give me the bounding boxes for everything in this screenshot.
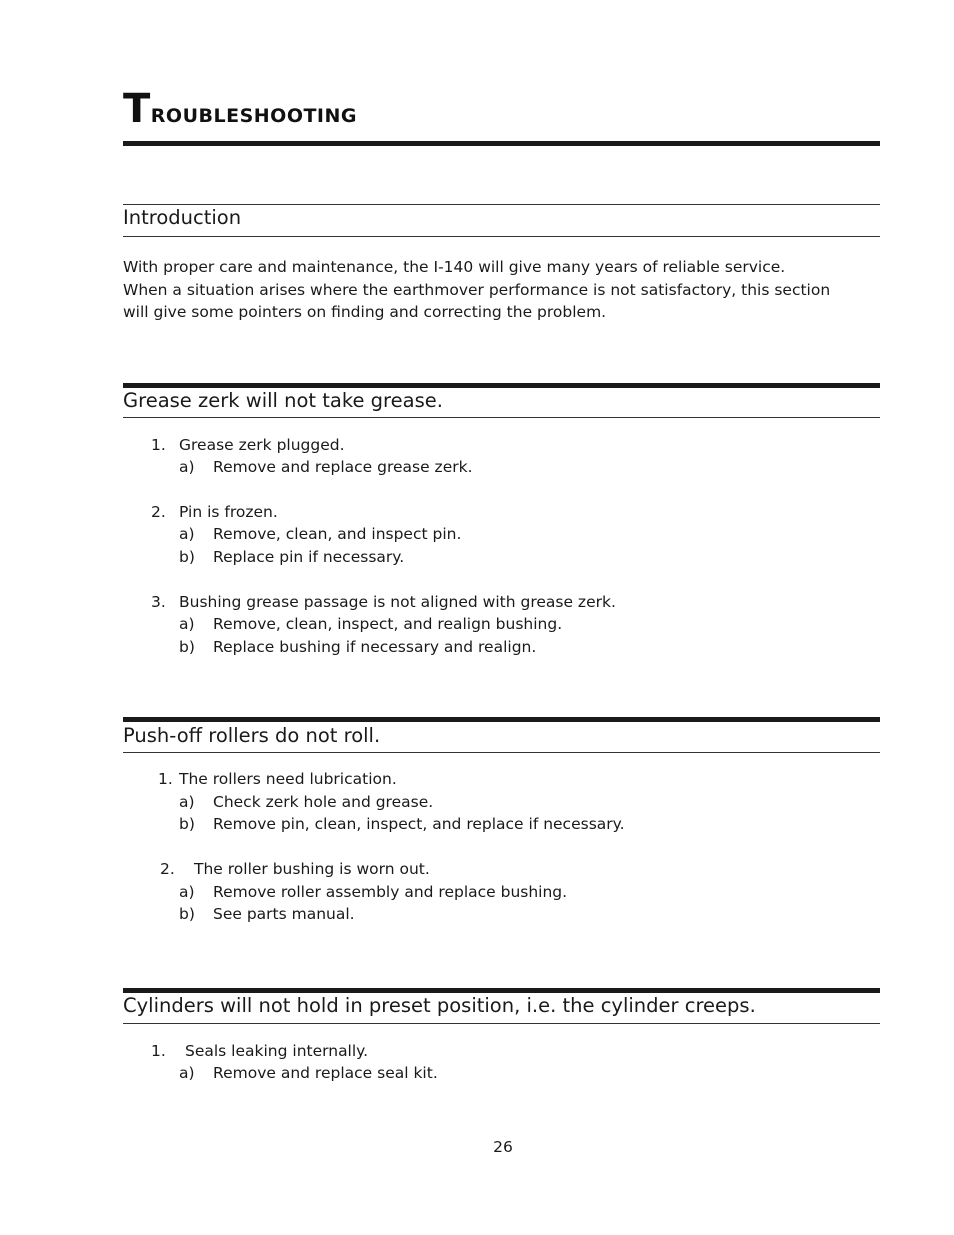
section-1-heading: Grease zerk will not take grease. — [123, 389, 443, 412]
sub-list-item: b) Remove pin, clean, inspect, and replace if necessary. — [179, 815, 625, 833]
sub-list-item: a) Remove and replace grease zerk. — [179, 458, 473, 476]
intro-heading: Introduction — [123, 206, 242, 229]
section-1-rule-bottom — [123, 417, 880, 418]
intro-rule-bottom — [123, 236, 880, 237]
list-item: 1. Grease zerk plugged. — [151, 436, 345, 454]
intro-line: When a situation arises where the earthmover performance is not satisfactory, this section — [123, 280, 831, 299]
sub-list-item: a) Remove and replace seal kit. — [179, 1064, 438, 1082]
sub-list-item: a) Remove, clean, and inspect pin. — [179, 525, 462, 543]
intro-line: will give some pointers on finding and correcting the problem. — [123, 303, 607, 321]
title-rule — [123, 141, 880, 146]
sub-list-item: b) Replace pin if necessary. — [179, 548, 405, 566]
list-item: 3. Bushing grease passage is not aligned with grease zerk. — [151, 593, 616, 611]
sub-list-item: b) See parts manual. — [179, 905, 355, 923]
sub-list-item: b) Replace bushing if necessary and realign. — [179, 638, 537, 656]
page-title-rest: roubleshooting — [150, 98, 357, 129]
list-item: 2. The roller bushing is worn out. — [160, 860, 430, 878]
sub-list-item: a) Remove roller assembly and replace bushing. — [179, 883, 568, 901]
page-title — [123, 86, 357, 137]
intro-paragraph — [123, 256, 883, 324]
list-item: 1. The rollers need lubrication. — [158, 770, 397, 788]
section-3-rule-bottom — [123, 1023, 880, 1024]
section-2-rule-bottom — [123, 752, 880, 753]
sub-list-item: a) Check zerk hole and grease. — [179, 793, 434, 811]
intro-line: With proper care and maintenance, the I-140 will give many years of reliable service. — [123, 258, 786, 276]
sub-list-item: a) Remove, clean, inspect, and realign bushing. — [179, 615, 563, 633]
page-title-initial: T — [123, 86, 151, 132]
section-3-heading: Cylinders will not hold in preset position, i.e. the cylinder creeps. — [123, 994, 756, 1017]
list-item: 1. Seals leaking internally. — [151, 1042, 369, 1060]
page-number: 26 — [493, 1138, 513, 1156]
list-item: 2. Pin is frozen. — [151, 503, 278, 521]
section-2-heading: Push-off rollers do not roll. — [123, 724, 381, 747]
